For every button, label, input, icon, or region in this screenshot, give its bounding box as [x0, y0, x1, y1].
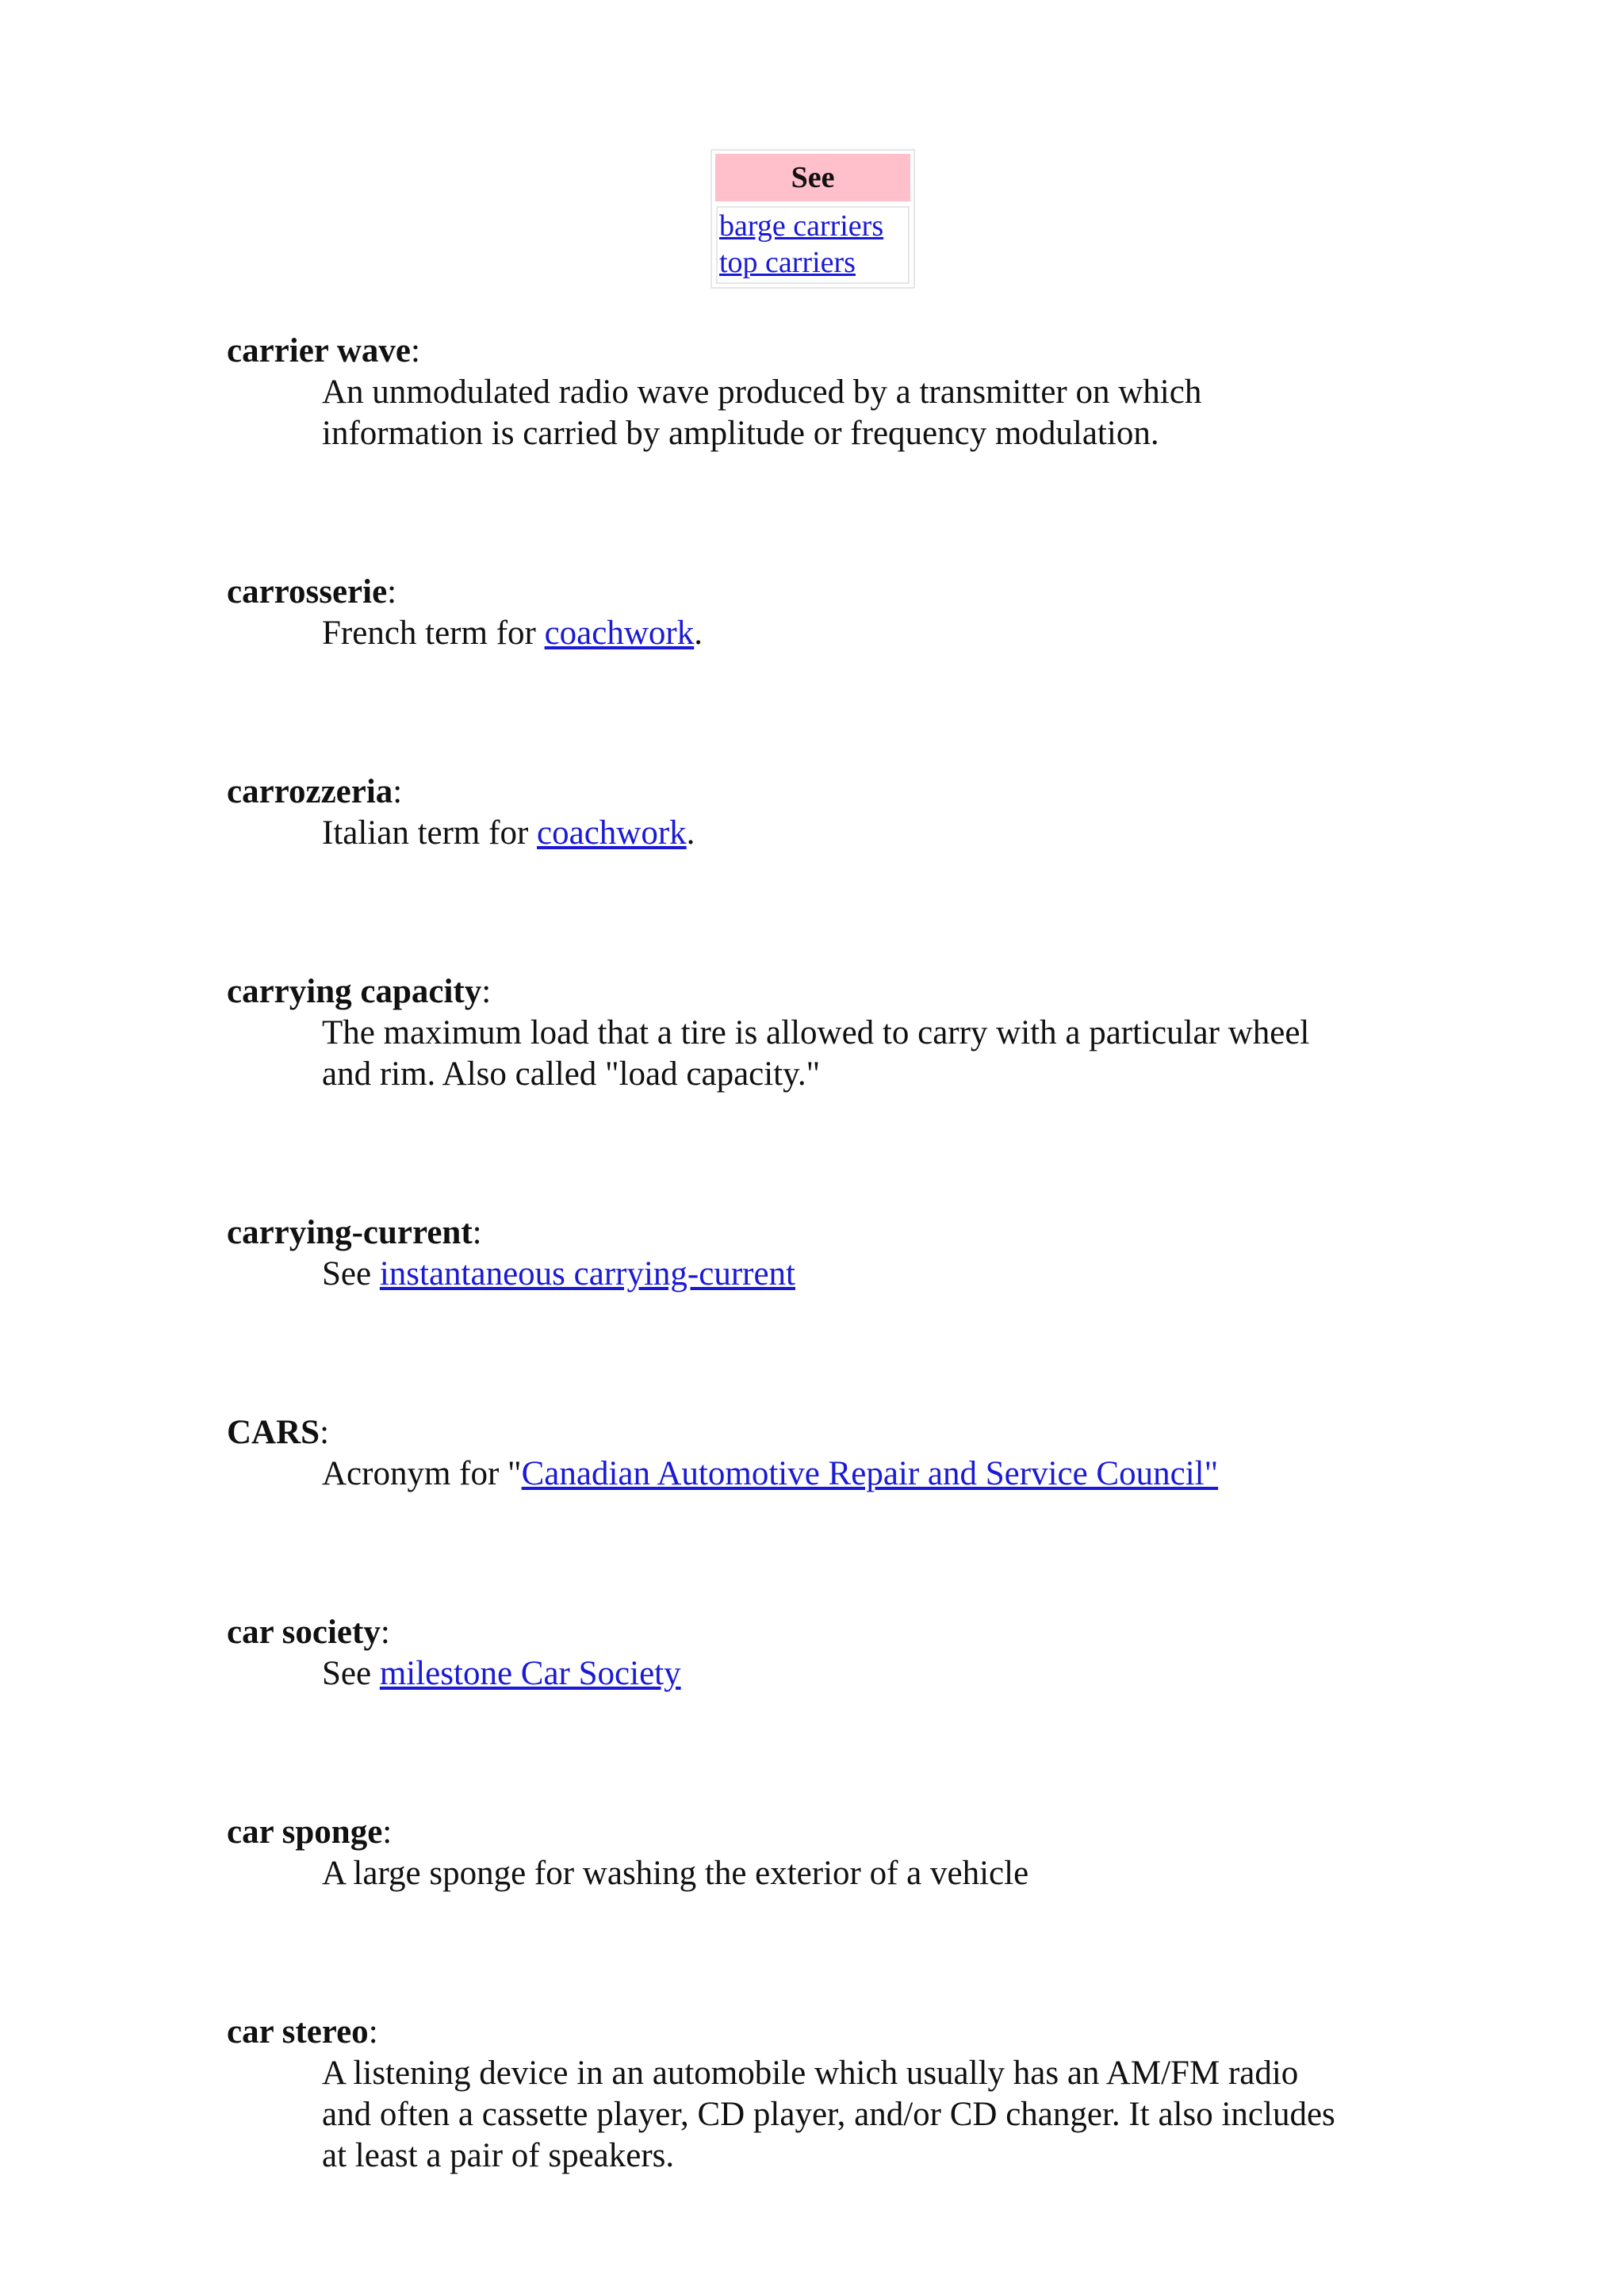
entry-term: carrier wave	[227, 332, 411, 370]
definition-line: at least a pair of speakers.	[322, 2137, 675, 2174]
definition-text: See	[322, 1255, 380, 1293]
entry-definition	[322, 613, 1385, 654]
term-line	[227, 971, 1416, 1013]
entry-definition	[322, 1254, 1385, 1295]
cross-reference-link[interactable]: milestone Car Society	[379, 1655, 681, 1692]
term-colon: :	[380, 1614, 390, 1651]
glossary-entry	[227, 1612, 1416, 1695]
term-colon: :	[320, 1414, 330, 1451]
term-line	[227, 331, 1416, 372]
term-line	[227, 1812, 1416, 1853]
entry-definition	[322, 813, 1385, 854]
term-colon: :	[411, 332, 420, 370]
cross-reference-link[interactable]: coachwork	[537, 814, 687, 852]
entry-term: carrying-current	[227, 1214, 473, 1251]
cross-reference-link[interactable]: instantaneous carrying-current	[379, 1255, 795, 1293]
definition-line	[322, 1453, 1385, 1495]
term-colon: :	[481, 973, 492, 1010]
term-line	[227, 1612, 1416, 1653]
entry-term: carrying capacity	[227, 973, 482, 1010]
definition-text: .	[686, 814, 695, 852]
see-also-box	[710, 149, 915, 289]
term-colon: :	[393, 773, 403, 810]
entry-term: carrozzeria	[227, 773, 393, 810]
glossary-entry	[227, 971, 1416, 1095]
entry-definition	[322, 2053, 1385, 2177]
glossary-entry	[227, 772, 1416, 854]
entry-definition	[322, 1013, 1385, 1095]
entry-term: car society	[227, 1614, 381, 1651]
definition-text: Italian term for	[322, 814, 538, 852]
entry-definition	[322, 1853, 1385, 1894]
definition-text: See	[322, 1655, 380, 1692]
entry-definition	[322, 1453, 1385, 1495]
entry-definition	[322, 1653, 1385, 1695]
definition-line: The maximum load that a tire is allowed to carry with a particular wheel	[322, 1014, 1310, 1051]
definition-line	[322, 1254, 1385, 1295]
definition-text: French term for	[322, 615, 545, 652]
see-also-header: See	[715, 154, 910, 201]
definition-line	[322, 1653, 1385, 1695]
glossary-entry	[227, 572, 1416, 654]
entry-term: CARS	[227, 1414, 320, 1451]
entry-term: carrosserie	[227, 573, 388, 611]
definition-line: and rim. Also called "load capacity."	[322, 1055, 821, 1093]
term-line	[227, 772, 1416, 813]
entry-term: car stereo	[227, 2013, 369, 2051]
glossary-entry	[227, 2012, 1416, 2177]
see-link-barge-carriers[interactable]: barge carriers	[719, 209, 884, 243]
definition-text: .	[694, 615, 703, 652]
term-line	[227, 1412, 1416, 1453]
term-colon: :	[387, 573, 397, 611]
term-colon: :	[368, 2013, 378, 2051]
glossary-entries	[227, 331, 1416, 2294]
term-line	[227, 2012, 1416, 2053]
definition-line: A large sponge for washing the exterior of a vehicle	[322, 1855, 1029, 1892]
definition-line	[322, 813, 1385, 854]
definition-line: and often a cassette player, CD player, and/or CD changer. It also includes	[322, 2096, 1335, 2133]
term-line	[227, 1212, 1416, 1254]
see-link-top-carriers[interactable]: top carriers	[719, 246, 856, 279]
entry-term: car sponge	[227, 1813, 383, 1851]
definition-line: A listening device in an automobile which usually has an AM/FM radio	[322, 2055, 1299, 2092]
term-colon: :	[472, 1214, 482, 1251]
glossary-entry	[227, 1812, 1416, 1894]
term-colon: :	[382, 1813, 393, 1851]
definition-text: Acronym for "	[322, 1455, 522, 1492]
glossary-entry	[227, 1412, 1416, 1495]
cross-reference-link[interactable]: coachwork	[544, 615, 695, 652]
cross-reference-link[interactable]: Canadian Automotive Repair and Service Council"	[521, 1455, 1219, 1492]
glossary-entry	[227, 1212, 1416, 1295]
entry-definition	[322, 372, 1385, 454]
term-line	[227, 572, 1416, 613]
definition-line: information is carried by amplitude or frequency modulation.	[322, 415, 1159, 452]
definition-line	[322, 613, 1385, 654]
definition-line: An unmodulated radio wave produced by a transmitter on which	[322, 373, 1202, 411]
glossary-entry	[227, 331, 1416, 454]
see-also-links	[716, 206, 910, 284]
